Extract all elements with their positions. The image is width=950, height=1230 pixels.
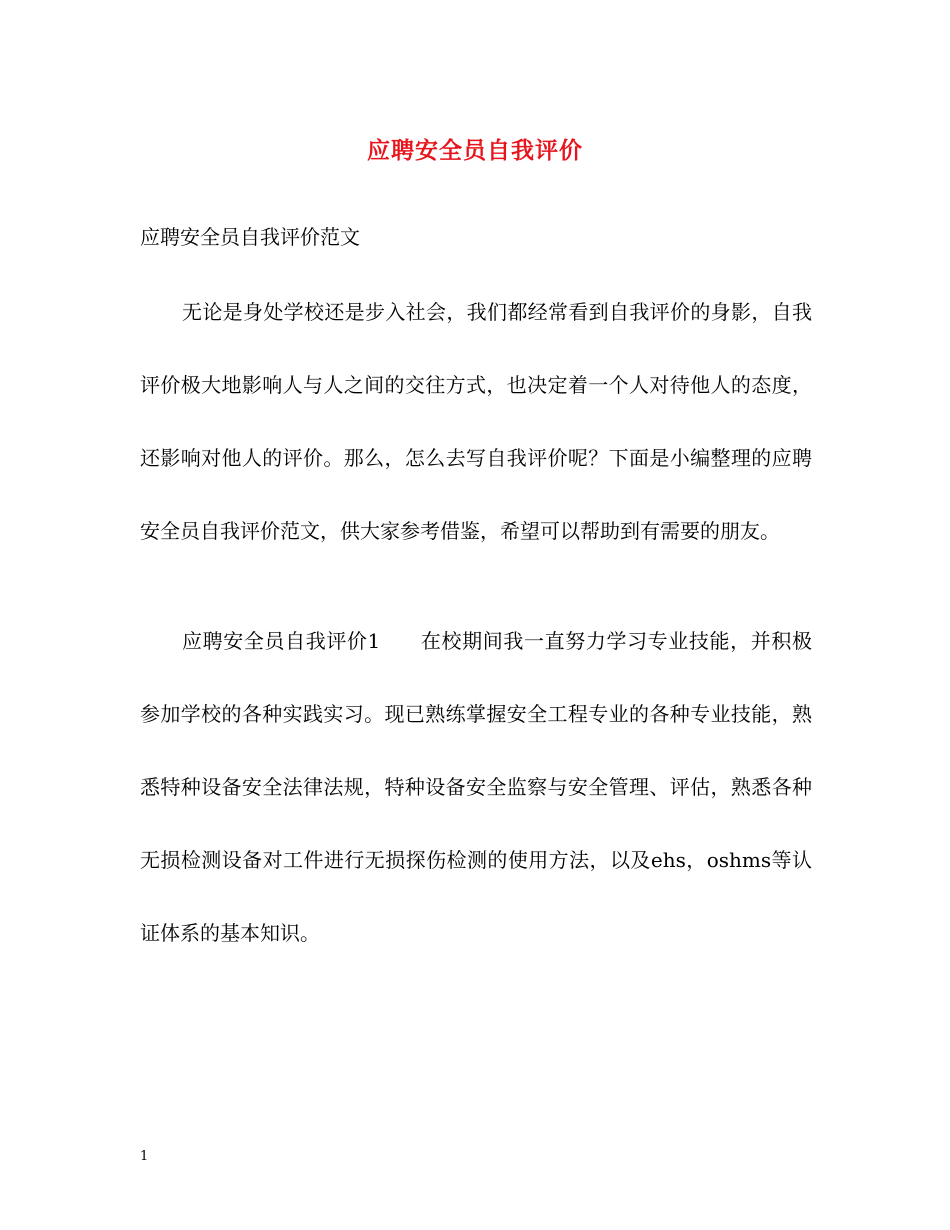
evaluation-body: 在校期间我一直努力学习专业技能，并积极参加学校的各种实践实习。现已熟练掌握安全工程专业的各种专业技能，熟悉特种设备安全法律法规，特种设备安全监察与安全管理、评估，熟悉各种无损检测设备对工件进行无损探伤检测的使用方法，以及ehs，oshms等认证体系的基本知识。 xyxy=(140,629,812,945)
intro-paragraph: 无论是身处学校还是步入社会，我们都经常看到自我评价的身影，自我评价极大地影响人与人之间的交往方式，也决定着一个人对待他人的态度，还影响对他人的评价。那么，怎么去写自我评价呢？下面是小编整理的应聘安全员自我评价范文，供大家参考借鉴，希望可以帮助到有需要的朋友。 xyxy=(140,300,812,543)
document-subtitle: 应聘安全员自我评价范文 xyxy=(140,225,360,249)
page-number: 1 xyxy=(140,1149,149,1164)
evaluation-paragraph xyxy=(140,605,812,970)
document-title: 应聘安全员自我评价 xyxy=(367,137,583,164)
evaluation-heading: 应聘安全员自我评价1 xyxy=(182,629,381,653)
